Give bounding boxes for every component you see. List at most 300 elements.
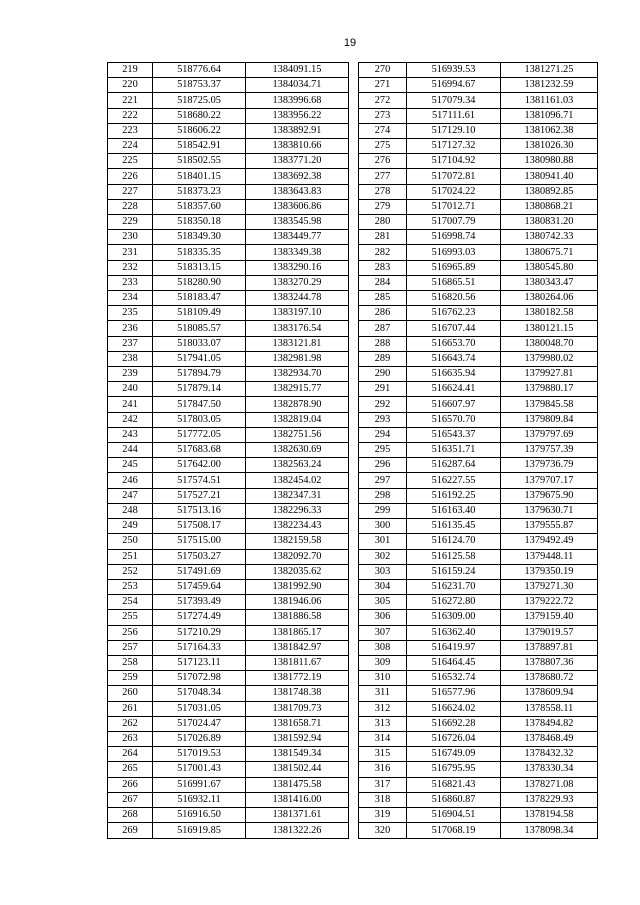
table-row — [359, 123, 598, 138]
y-coordinate-cell: 1381946.06 — [246, 595, 349, 610]
x-coordinate-cell: 516821.43 — [407, 777, 501, 792]
x-coordinate-cell: 517072.98 — [153, 671, 246, 686]
table-row — [108, 823, 349, 839]
y-coordinate-cell: 1384091.15 — [246, 63, 349, 78]
point-number-cell: 296 — [359, 458, 407, 473]
table-row — [359, 488, 598, 503]
table-row — [108, 473, 349, 488]
x-coordinate-cell: 516643.74 — [407, 351, 501, 366]
x-coordinate-cell: 517879.14 — [153, 382, 246, 397]
x-coordinate-cell: 516159.24 — [407, 564, 501, 579]
point-number-cell: 222 — [108, 108, 153, 123]
y-coordinate-cell: 1378558.11 — [501, 701, 598, 716]
point-number-cell: 305 — [359, 595, 407, 610]
table-row — [108, 807, 349, 822]
x-coordinate-cell: 516865.51 — [407, 275, 501, 290]
y-coordinate-cell: 1381026.30 — [501, 139, 598, 154]
y-coordinate-cell: 1379797.69 — [501, 427, 598, 442]
x-coordinate-cell: 516227.55 — [407, 473, 501, 488]
x-coordinate-cell: 518085.57 — [153, 321, 246, 336]
table-row — [108, 275, 349, 290]
x-coordinate-cell: 517772.05 — [153, 427, 246, 442]
point-number-cell: 243 — [108, 427, 153, 442]
point-number-cell: 282 — [359, 245, 407, 260]
x-coordinate-cell: 516916.50 — [153, 807, 246, 822]
table-row — [108, 184, 349, 199]
x-coordinate-cell: 516904.51 — [407, 807, 501, 822]
table-row — [359, 807, 598, 822]
point-number-cell: 250 — [108, 534, 153, 549]
y-coordinate-cell: 1379222.72 — [501, 595, 598, 610]
y-coordinate-cell: 1382934.70 — [246, 367, 349, 382]
x-coordinate-cell: 518606.22 — [153, 123, 246, 138]
y-coordinate-cell: 1384034.71 — [246, 78, 349, 93]
y-coordinate-cell: 1378098.34 — [501, 823, 598, 839]
y-coordinate-cell: 1383892.91 — [246, 123, 349, 138]
table-row — [108, 306, 349, 321]
y-coordinate-cell: 1381062.38 — [501, 123, 598, 138]
point-number-cell: 303 — [359, 564, 407, 579]
table-row — [108, 443, 349, 458]
point-number-cell: 269 — [108, 823, 153, 839]
x-coordinate-cell: 516135.45 — [407, 519, 501, 534]
point-number-cell: 306 — [359, 610, 407, 625]
x-coordinate-cell: 516762.23 — [407, 306, 501, 321]
table-row — [359, 108, 598, 123]
y-coordinate-cell: 1379736.79 — [501, 458, 598, 473]
table-row — [108, 154, 349, 169]
y-coordinate-cell: 1380892.85 — [501, 184, 598, 199]
x-coordinate-cell: 518335.35 — [153, 245, 246, 260]
y-coordinate-cell: 1379757.39 — [501, 443, 598, 458]
table-row — [359, 154, 598, 169]
table-row — [359, 245, 598, 260]
table-row — [108, 169, 349, 184]
x-coordinate-cell: 516163.40 — [407, 503, 501, 518]
x-coordinate-cell: 516570.70 — [407, 412, 501, 427]
point-number-cell: 223 — [108, 123, 153, 138]
y-coordinate-cell: 1378807.36 — [501, 655, 598, 670]
table-row — [108, 321, 349, 336]
table-row — [359, 792, 598, 807]
point-number-cell: 278 — [359, 184, 407, 199]
x-coordinate-cell: 516362.40 — [407, 625, 501, 640]
point-number-cell: 253 — [108, 579, 153, 594]
y-coordinate-cell: 1383121.81 — [246, 336, 349, 351]
y-coordinate-cell: 1378330.34 — [501, 762, 598, 777]
x-coordinate-cell: 517068.19 — [407, 823, 501, 839]
table-row — [359, 671, 598, 686]
point-number-cell: 228 — [108, 199, 153, 214]
point-number-cell: 285 — [359, 291, 407, 306]
point-number-cell: 225 — [108, 154, 153, 169]
y-coordinate-cell: 1379880.17 — [501, 382, 598, 397]
y-coordinate-cell: 1379980.02 — [501, 351, 598, 366]
table-row — [359, 655, 598, 670]
table-row — [359, 823, 598, 839]
x-coordinate-cell: 517024.47 — [153, 716, 246, 731]
x-coordinate-cell: 516272.80 — [407, 595, 501, 610]
table-row — [108, 655, 349, 670]
y-coordinate-cell: 1382563.24 — [246, 458, 349, 473]
y-coordinate-cell: 1381842.97 — [246, 640, 349, 655]
table-row — [359, 519, 598, 534]
x-coordinate-cell: 518502.55 — [153, 154, 246, 169]
table-row — [108, 63, 349, 78]
y-coordinate-cell: 1383290.16 — [246, 260, 349, 275]
y-coordinate-cell: 1383996.68 — [246, 93, 349, 108]
x-coordinate-cell: 516932.11 — [153, 792, 246, 807]
point-number-cell: 219 — [108, 63, 153, 78]
y-coordinate-cell: 1383449.77 — [246, 230, 349, 245]
x-coordinate-cell: 517026.89 — [153, 731, 246, 746]
y-coordinate-cell: 1381271.25 — [501, 63, 598, 78]
point-number-cell: 277 — [359, 169, 407, 184]
y-coordinate-cell: 1378229.93 — [501, 792, 598, 807]
table-row — [359, 595, 598, 610]
y-coordinate-cell: 1381748.38 — [246, 686, 349, 701]
y-coordinate-cell: 1379555.87 — [501, 519, 598, 534]
table-row — [108, 215, 349, 230]
x-coordinate-cell: 516965.89 — [407, 260, 501, 275]
point-number-cell: 231 — [108, 245, 153, 260]
table-row — [359, 230, 598, 245]
y-coordinate-cell: 1382915.77 — [246, 382, 349, 397]
point-number-cell: 254 — [108, 595, 153, 610]
point-number-cell: 280 — [359, 215, 407, 230]
y-coordinate-cell: 1381592.94 — [246, 731, 349, 746]
table-row — [359, 397, 598, 412]
y-coordinate-cell: 1383956.22 — [246, 108, 349, 123]
table-row — [359, 625, 598, 640]
coordinates-table-right — [358, 62, 598, 839]
point-number-cell: 270 — [359, 63, 407, 78]
point-number-cell: 272 — [359, 93, 407, 108]
point-number-cell: 289 — [359, 351, 407, 366]
x-coordinate-cell: 516543.37 — [407, 427, 501, 442]
y-coordinate-cell: 1383810.66 — [246, 139, 349, 154]
x-coordinate-cell: 517847.50 — [153, 397, 246, 412]
point-number-cell: 259 — [108, 671, 153, 686]
x-coordinate-cell: 517642.00 — [153, 458, 246, 473]
x-coordinate-cell: 518350.18 — [153, 215, 246, 230]
point-number-cell: 241 — [108, 397, 153, 412]
table-row — [359, 564, 598, 579]
x-coordinate-cell: 517210.29 — [153, 625, 246, 640]
x-coordinate-cell: 517164.33 — [153, 640, 246, 655]
table-row — [108, 503, 349, 518]
y-coordinate-cell: 1382630.69 — [246, 443, 349, 458]
table-row — [108, 367, 349, 382]
y-coordinate-cell: 1379350.19 — [501, 564, 598, 579]
y-coordinate-cell: 1383197.10 — [246, 306, 349, 321]
point-number-cell: 286 — [359, 306, 407, 321]
y-coordinate-cell: 1379492.49 — [501, 534, 598, 549]
y-coordinate-cell: 1382159.58 — [246, 534, 349, 549]
y-coordinate-cell: 1381549.34 — [246, 747, 349, 762]
table-row — [359, 610, 598, 625]
x-coordinate-cell: 516692.28 — [407, 716, 501, 731]
table-row — [359, 503, 598, 518]
table-row — [359, 184, 598, 199]
x-coordinate-cell: 517491.69 — [153, 564, 246, 579]
x-coordinate-cell: 517393.49 — [153, 595, 246, 610]
point-number-cell: 229 — [108, 215, 153, 230]
x-coordinate-cell: 516820.56 — [407, 291, 501, 306]
x-coordinate-cell: 518109.49 — [153, 306, 246, 321]
point-number-cell: 220 — [108, 78, 153, 93]
table-row — [359, 412, 598, 427]
x-coordinate-cell: 516124.70 — [407, 534, 501, 549]
point-number-cell: 276 — [359, 154, 407, 169]
table-row — [108, 686, 349, 701]
x-coordinate-cell: 517941.05 — [153, 351, 246, 366]
point-number-cell: 315 — [359, 747, 407, 762]
x-coordinate-cell: 516939.53 — [407, 63, 501, 78]
y-coordinate-cell: 1379675.90 — [501, 488, 598, 503]
point-number-cell: 312 — [359, 701, 407, 716]
point-number-cell: 245 — [108, 458, 153, 473]
point-number-cell: 279 — [359, 199, 407, 214]
y-coordinate-cell: 1381232.59 — [501, 78, 598, 93]
point-number-cell: 267 — [108, 792, 153, 807]
point-number-cell: 275 — [359, 139, 407, 154]
x-coordinate-cell: 518280.90 — [153, 275, 246, 290]
y-coordinate-cell: 1380048.70 — [501, 336, 598, 351]
table-row — [108, 458, 349, 473]
table-row — [108, 230, 349, 245]
table-row — [359, 731, 598, 746]
x-coordinate-cell: 516707.44 — [407, 321, 501, 336]
table-row — [108, 777, 349, 792]
x-coordinate-cell: 517515.00 — [153, 534, 246, 549]
point-number-cell: 257 — [108, 640, 153, 655]
table-row — [108, 291, 349, 306]
x-coordinate-cell: 518542.91 — [153, 139, 246, 154]
table-row — [359, 579, 598, 594]
table-row — [108, 139, 349, 154]
point-number-cell: 283 — [359, 260, 407, 275]
table-row — [359, 215, 598, 230]
table-row — [108, 123, 349, 138]
y-coordinate-cell: 1380980.88 — [501, 154, 598, 169]
point-number-cell: 319 — [359, 807, 407, 822]
y-coordinate-cell: 1381416.00 — [246, 792, 349, 807]
y-coordinate-cell: 1379159.40 — [501, 610, 598, 625]
y-coordinate-cell: 1381772.19 — [246, 671, 349, 686]
x-coordinate-cell: 517048.34 — [153, 686, 246, 701]
point-number-cell: 258 — [108, 655, 153, 670]
table-row — [359, 443, 598, 458]
point-number-cell: 233 — [108, 275, 153, 290]
point-number-cell: 236 — [108, 321, 153, 336]
table-row — [359, 93, 598, 108]
point-number-cell: 265 — [108, 762, 153, 777]
x-coordinate-cell: 516192.25 — [407, 488, 501, 503]
point-number-cell: 268 — [108, 807, 153, 822]
x-coordinate-cell: 517111.61 — [407, 108, 501, 123]
y-coordinate-cell: 1379019.57 — [501, 625, 598, 640]
y-coordinate-cell: 1381096.71 — [501, 108, 598, 123]
x-coordinate-cell: 518313.15 — [153, 260, 246, 275]
table-row — [108, 671, 349, 686]
x-coordinate-cell: 517508.17 — [153, 519, 246, 534]
point-number-cell: 264 — [108, 747, 153, 762]
y-coordinate-cell: 1380675.71 — [501, 245, 598, 260]
table-row — [108, 640, 349, 655]
y-coordinate-cell: 1383692.38 — [246, 169, 349, 184]
y-coordinate-cell: 1380831.20 — [501, 215, 598, 230]
y-coordinate-cell: 1382035.62 — [246, 564, 349, 579]
page-number: 19 — [343, 37, 357, 49]
point-number-cell: 238 — [108, 351, 153, 366]
table-row — [359, 382, 598, 397]
point-number-cell: 281 — [359, 230, 407, 245]
table-row — [108, 610, 349, 625]
table-row — [108, 412, 349, 427]
table-row — [108, 579, 349, 594]
point-number-cell: 297 — [359, 473, 407, 488]
x-coordinate-cell: 516795.95 — [407, 762, 501, 777]
table-row — [359, 458, 598, 473]
point-number-cell: 248 — [108, 503, 153, 518]
y-coordinate-cell: 1379630.71 — [501, 503, 598, 518]
x-coordinate-cell: 516351.71 — [407, 443, 501, 458]
point-number-cell: 298 — [359, 488, 407, 503]
point-number-cell: 251 — [108, 549, 153, 564]
x-coordinate-cell: 516309.00 — [407, 610, 501, 625]
x-coordinate-cell: 516532.74 — [407, 671, 501, 686]
point-number-cell: 266 — [108, 777, 153, 792]
y-coordinate-cell: 1382819.04 — [246, 412, 349, 427]
point-number-cell: 274 — [359, 123, 407, 138]
table-row — [359, 427, 598, 442]
y-coordinate-cell: 1378194.58 — [501, 807, 598, 822]
table-row — [359, 63, 598, 78]
y-coordinate-cell: 1383349.38 — [246, 245, 349, 260]
table-row — [108, 595, 349, 610]
y-coordinate-cell: 1378680.72 — [501, 671, 598, 686]
y-coordinate-cell: 1378271.08 — [501, 777, 598, 792]
table-row — [108, 762, 349, 777]
x-coordinate-cell: 517274.49 — [153, 610, 246, 625]
coordinates-table-body — [359, 63, 598, 839]
table-row — [359, 275, 598, 290]
table-row — [108, 792, 349, 807]
coordinates-table-left — [107, 62, 349, 839]
table-row — [359, 260, 598, 275]
x-coordinate-cell: 518753.37 — [153, 78, 246, 93]
point-number-cell: 234 — [108, 291, 153, 306]
table-row — [359, 199, 598, 214]
y-coordinate-cell: 1381502.44 — [246, 762, 349, 777]
table-row — [108, 747, 349, 762]
point-number-cell: 263 — [108, 731, 153, 746]
point-number-cell: 226 — [108, 169, 153, 184]
x-coordinate-cell: 517129.10 — [407, 123, 501, 138]
point-number-cell: 262 — [108, 716, 153, 731]
point-number-cell: 224 — [108, 139, 153, 154]
x-coordinate-cell: 517031.05 — [153, 701, 246, 716]
table-row — [108, 199, 349, 214]
point-number-cell: 291 — [359, 382, 407, 397]
point-number-cell: 293 — [359, 412, 407, 427]
x-coordinate-cell: 516125.58 — [407, 549, 501, 564]
table-row — [359, 534, 598, 549]
table-row — [108, 78, 349, 93]
y-coordinate-cell: 1382878.90 — [246, 397, 349, 412]
y-coordinate-cell: 1378494.82 — [501, 716, 598, 731]
table-row — [108, 93, 349, 108]
table-row — [108, 336, 349, 351]
y-coordinate-cell: 1380941.40 — [501, 169, 598, 184]
x-coordinate-cell: 517503.27 — [153, 549, 246, 564]
y-coordinate-cell: 1383545.98 — [246, 215, 349, 230]
y-coordinate-cell: 1380121.15 — [501, 321, 598, 336]
x-coordinate-cell: 516998.74 — [407, 230, 501, 245]
y-coordinate-cell: 1383244.78 — [246, 291, 349, 306]
point-number-cell: 255 — [108, 610, 153, 625]
point-number-cell: 314 — [359, 731, 407, 746]
x-coordinate-cell: 517079.34 — [407, 93, 501, 108]
table-row — [359, 640, 598, 655]
table-row — [108, 549, 349, 564]
y-coordinate-cell: 1381992.90 — [246, 579, 349, 594]
x-coordinate-cell: 517072.81 — [407, 169, 501, 184]
table-row — [359, 549, 598, 564]
table-row — [108, 397, 349, 412]
y-coordinate-cell: 1379707.17 — [501, 473, 598, 488]
point-number-cell: 316 — [359, 762, 407, 777]
y-coordinate-cell: 1380264.06 — [501, 291, 598, 306]
y-coordinate-cell: 1380182.58 — [501, 306, 598, 321]
y-coordinate-cell: 1379448.11 — [501, 549, 598, 564]
point-number-cell: 304 — [359, 579, 407, 594]
point-number-cell: 292 — [359, 397, 407, 412]
table-row — [108, 519, 349, 534]
x-coordinate-cell: 517104.92 — [407, 154, 501, 169]
y-coordinate-cell: 1381475.58 — [246, 777, 349, 792]
x-coordinate-cell: 518776.64 — [153, 63, 246, 78]
table-row — [108, 731, 349, 746]
y-coordinate-cell: 1378432.32 — [501, 747, 598, 762]
x-coordinate-cell: 518725.05 — [153, 93, 246, 108]
x-coordinate-cell: 516994.67 — [407, 78, 501, 93]
y-coordinate-cell: 1382296.33 — [246, 503, 349, 518]
y-coordinate-cell: 1378609.94 — [501, 686, 598, 701]
x-coordinate-cell: 516464.45 — [407, 655, 501, 670]
point-number-cell: 232 — [108, 260, 153, 275]
point-number-cell: 273 — [359, 108, 407, 123]
table-row — [359, 716, 598, 731]
table-row — [359, 351, 598, 366]
y-coordinate-cell: 1379845.58 — [501, 397, 598, 412]
point-number-cell: 249 — [108, 519, 153, 534]
x-coordinate-cell: 516991.67 — [153, 777, 246, 792]
point-number-cell: 221 — [108, 93, 153, 108]
y-coordinate-cell: 1379927.81 — [501, 367, 598, 382]
point-number-cell: 260 — [108, 686, 153, 701]
table-row — [108, 564, 349, 579]
y-coordinate-cell: 1381865.17 — [246, 625, 349, 640]
table-row — [359, 169, 598, 184]
x-coordinate-cell: 517024.22 — [407, 184, 501, 199]
point-number-cell: 230 — [108, 230, 153, 245]
y-coordinate-cell: 1382234.43 — [246, 519, 349, 534]
x-coordinate-cell: 517894.79 — [153, 367, 246, 382]
table-row — [108, 701, 349, 716]
point-number-cell: 300 — [359, 519, 407, 534]
